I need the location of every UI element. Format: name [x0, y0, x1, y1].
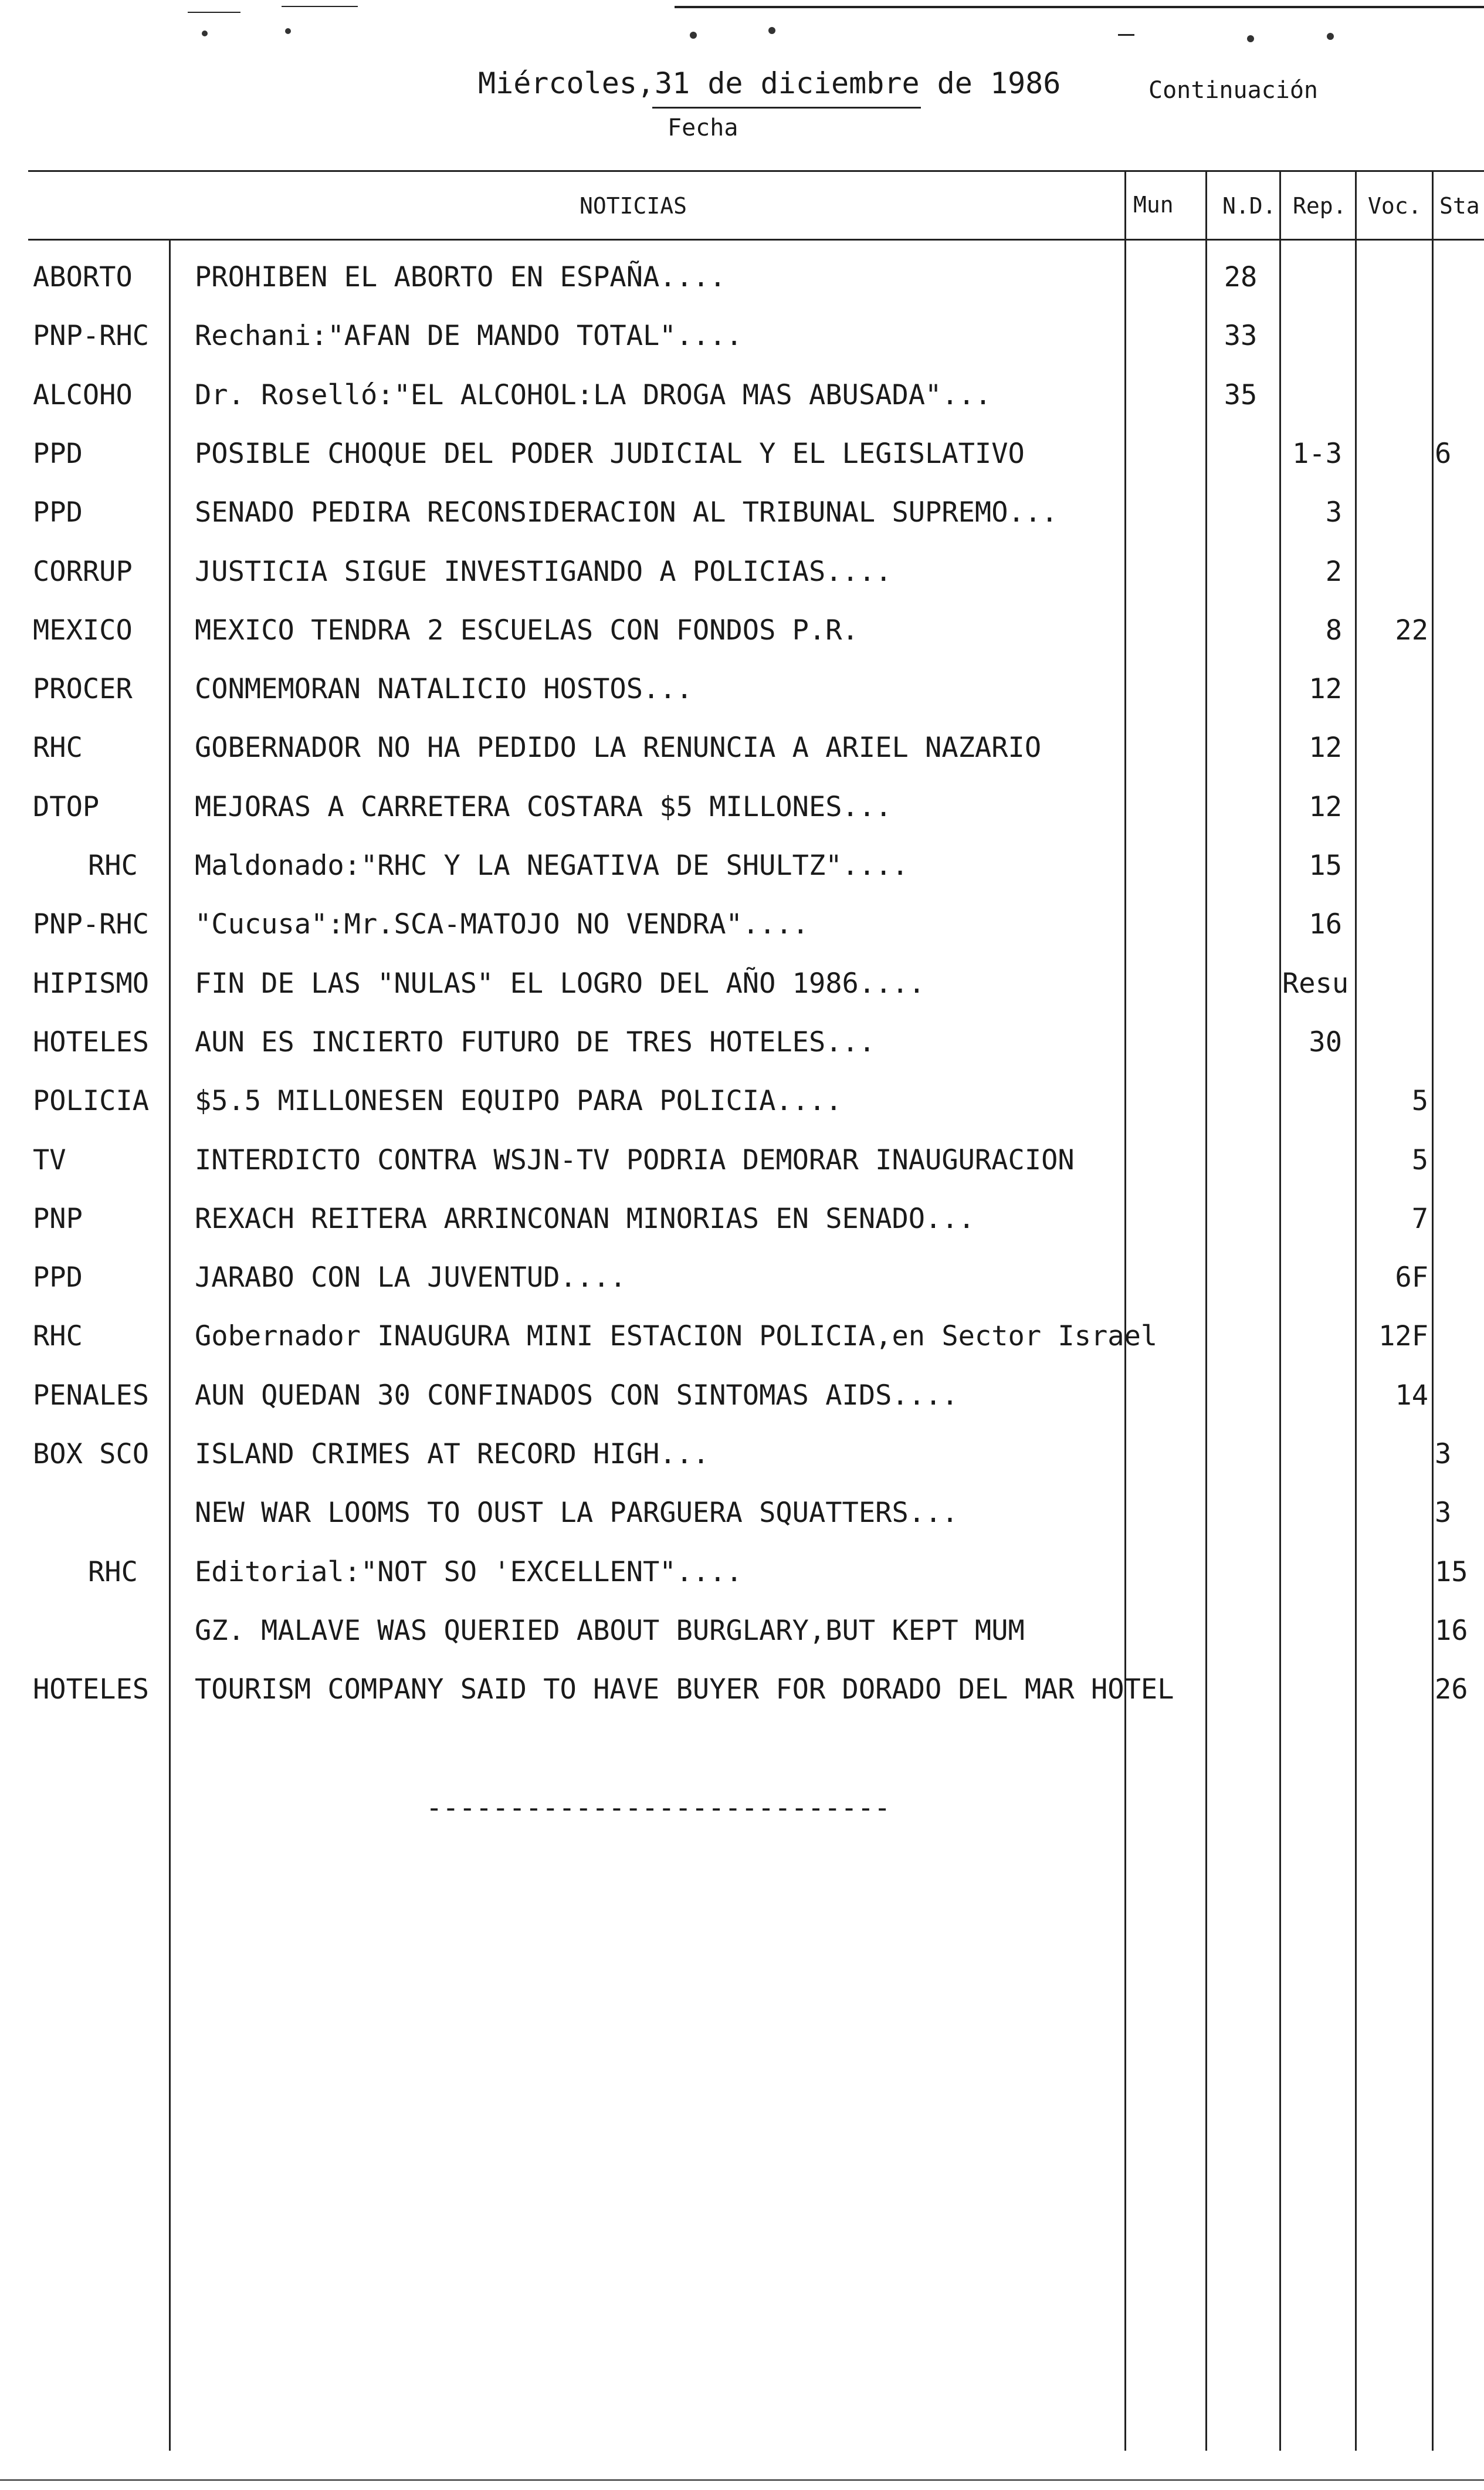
cell-rep: 3	[1325, 496, 1342, 529]
cell-code: PNP	[33, 1203, 83, 1235]
col-divider-sta	[1432, 171, 1434, 2451]
cell-code: PENALES	[33, 1379, 150, 1412]
cell-headline: FIN DE LAS "NULAS" EL LOGRO DEL AÑO 1986....	[195, 967, 926, 1000]
cell-code: DTOP	[33, 791, 100, 823]
speck	[1327, 33, 1334, 40]
header-nd: N.D.	[1222, 193, 1276, 219]
cell-nd: 28	[1224, 261, 1258, 293]
cell-code: BOX SCO	[33, 1438, 150, 1470]
cell-sta: 26	[1435, 1673, 1468, 1706]
col-divider-mun	[1124, 171, 1126, 2451]
top-rule-left-2	[282, 6, 358, 7]
header-sta: Sta	[1439, 193, 1480, 219]
cell-headline: JARABO CON LA JUVENTUD....	[195, 1261, 626, 1294]
cell-headline: Gobernador INAUGURA MINI ESTACION POLICIA,en Sector Israel	[195, 1320, 1158, 1352]
cell-voc: 5	[1411, 1085, 1428, 1117]
cell-code: HIPISMO	[33, 967, 150, 1000]
cell-headline: JUSTICIA SIGUE INVESTIGANDO A POLICIAS....	[195, 556, 892, 588]
cell-headline: POSIBLE CHOQUE DEL PODER JUDICIAL Y EL LEGISLATIVO	[195, 438, 1025, 470]
cell-headline: GOBERNADOR NO HA PEDIDO LA RENUNCIA A ARIEL NAZARIO	[195, 732, 1042, 764]
table-top-border	[28, 170, 1484, 172]
cell-voc: 12F	[1378, 1320, 1428, 1352]
cell-code: CORRUP	[33, 556, 133, 588]
cell-headline: AUN ES INCIERTO FUTURO DE TRES HOTELES...	[195, 1026, 876, 1058]
cell-headline: Dr. Roselló:"EL ALCOHOL:LA DROGA MAS ABUSADA"...	[195, 379, 992, 411]
page-bottom-rule	[0, 2479, 1484, 2481]
cell-headline: REXACH REITERA ARRINCONAN MINORIAS EN SENADO...	[195, 1203, 975, 1235]
speck	[285, 28, 291, 34]
cell-headline: MEXICO TENDRA 2 ESCUELAS CON FONDOS P.R.	[195, 614, 859, 647]
col-divider-code	[169, 239, 171, 2451]
footer-divider: ----------------------------	[426, 1792, 891, 1824]
cell-code: HOTELES	[33, 1026, 150, 1058]
cell-code: TV	[33, 1144, 66, 1176]
cell-sta: 3	[1435, 1438, 1452, 1470]
speck	[1247, 35, 1254, 42]
cell-sta: 16	[1435, 1615, 1468, 1647]
top-dash	[1118, 34, 1134, 36]
cell-voc: 7	[1411, 1203, 1428, 1235]
cell-headline: Rechani:"AFAN DE MANDO TOTAL"....	[195, 320, 743, 352]
cell-code: RHC	[88, 850, 138, 882]
cell-rep: 12	[1309, 732, 1342, 764]
cell-code: RHC	[33, 1320, 83, 1352]
cell-voc: 14	[1395, 1379, 1428, 1412]
cell-code: RHC	[33, 732, 83, 764]
cell-headline: PROHIBEN EL ABORTO EN ESPAÑA....	[195, 261, 726, 293]
cell-headline: GZ. MALAVE WAS QUERIED ABOUT BURGLARY,BUT KEPT MUM	[195, 1615, 1025, 1647]
cell-code: MEXICO	[33, 614, 133, 647]
cell-headline: ISLAND CRIMES AT RECORD HIGH...	[195, 1438, 710, 1470]
header-voc: Voc.	[1368, 193, 1422, 219]
cell-sta: 15	[1435, 1556, 1468, 1588]
col-divider-voc	[1355, 171, 1357, 2451]
cell-voc: 5	[1411, 1144, 1428, 1176]
cell-rep: 12	[1309, 791, 1342, 823]
cell-code: PPD	[33, 496, 83, 529]
date-text: Miércoles,31 de diciembre de 1986	[478, 66, 1061, 100]
cell-sta: 6	[1435, 438, 1452, 470]
cell-headline: $5.5 MILLONESEN EQUIPO PARA POLICIA....	[195, 1085, 842, 1117]
cell-headline: NEW WAR LOOMS TO OUST LA PARGUERA SQUATTERS...	[195, 1497, 958, 1529]
cell-code: HOTELES	[33, 1673, 150, 1706]
cell-rep: 8	[1325, 614, 1342, 647]
cell-code: PPD	[33, 438, 83, 470]
top-rule-right	[675, 6, 1484, 8]
cell-nd: 33	[1224, 320, 1258, 352]
cell-rep: 12	[1309, 673, 1342, 705]
cell-code: ALCOHO	[33, 379, 133, 411]
cell-code: PNP-RHC	[33, 908, 150, 940]
cell-sta: 3	[1435, 1497, 1452, 1529]
cell-rep: 15	[1309, 850, 1342, 882]
cell-code: PPD	[33, 1261, 83, 1294]
cell-headline: AUN QUEDAN 30 CONFINADOS CON SINTOMAS AIDS....	[195, 1379, 958, 1412]
cell-code: POLICIA	[33, 1085, 150, 1117]
cell-code: ABORTO	[33, 261, 133, 293]
cell-rep: Resu	[1282, 967, 1349, 1000]
cell-headline: "Cucusa":Mr.SCA-MATOJO NO VENDRA"....	[195, 908, 809, 940]
top-rule-left	[188, 12, 240, 13]
header-mun: Mun	[1133, 192, 1174, 218]
date-label: Fecha	[668, 114, 738, 141]
cell-voc: 22	[1395, 614, 1428, 647]
cell-headline: INTERDICTO CONTRA WSJN-TV PODRIA DEMORAR INAUGURACION	[195, 1144, 1075, 1176]
cell-headline: CONMEMORAN NATALICIO HOSTOS...	[195, 673, 693, 705]
cell-headline: MEJORAS A CARRETERA COSTARA $5 MILLONES...	[195, 791, 892, 823]
date-underline	[652, 107, 921, 109]
cell-headline: TOURISM COMPANY SAID TO HAVE BUYER FOR DORADO DEL MAR HOTEL	[195, 1673, 1174, 1706]
continuation-label: Continuación	[1148, 77, 1318, 104]
cell-headline: SENADO PEDIRA RECONSIDERACION AL TRIBUNAL SUPREMO...	[195, 496, 1058, 529]
cell-code: PROCER	[33, 673, 133, 705]
cell-code: PNP-RHC	[33, 320, 150, 352]
speck	[690, 32, 697, 39]
cell-rep: 30	[1309, 1026, 1342, 1058]
speck	[768, 27, 775, 34]
speck	[202, 31, 208, 36]
col-divider-nd	[1205, 171, 1207, 2451]
table-header-bottom-border	[28, 239, 1484, 241]
cell-rep: 16	[1309, 908, 1342, 940]
cell-headline: Editorial:"NOT SO 'EXCELLENT"....	[195, 1556, 743, 1588]
cell-rep: 1-3	[1292, 438, 1342, 470]
header-rep: Rep.	[1293, 193, 1347, 219]
header-noticias: NOTICIAS	[580, 193, 687, 219]
cell-nd: 35	[1224, 379, 1258, 411]
cell-headline: Maldonado:"RHC Y LA NEGATIVA DE SHULTZ"....	[195, 850, 909, 882]
col-divider-rep	[1279, 171, 1281, 2451]
cell-code: RHC	[88, 1556, 138, 1588]
cell-voc: 6F	[1395, 1261, 1428, 1294]
cell-rep: 2	[1325, 556, 1342, 588]
